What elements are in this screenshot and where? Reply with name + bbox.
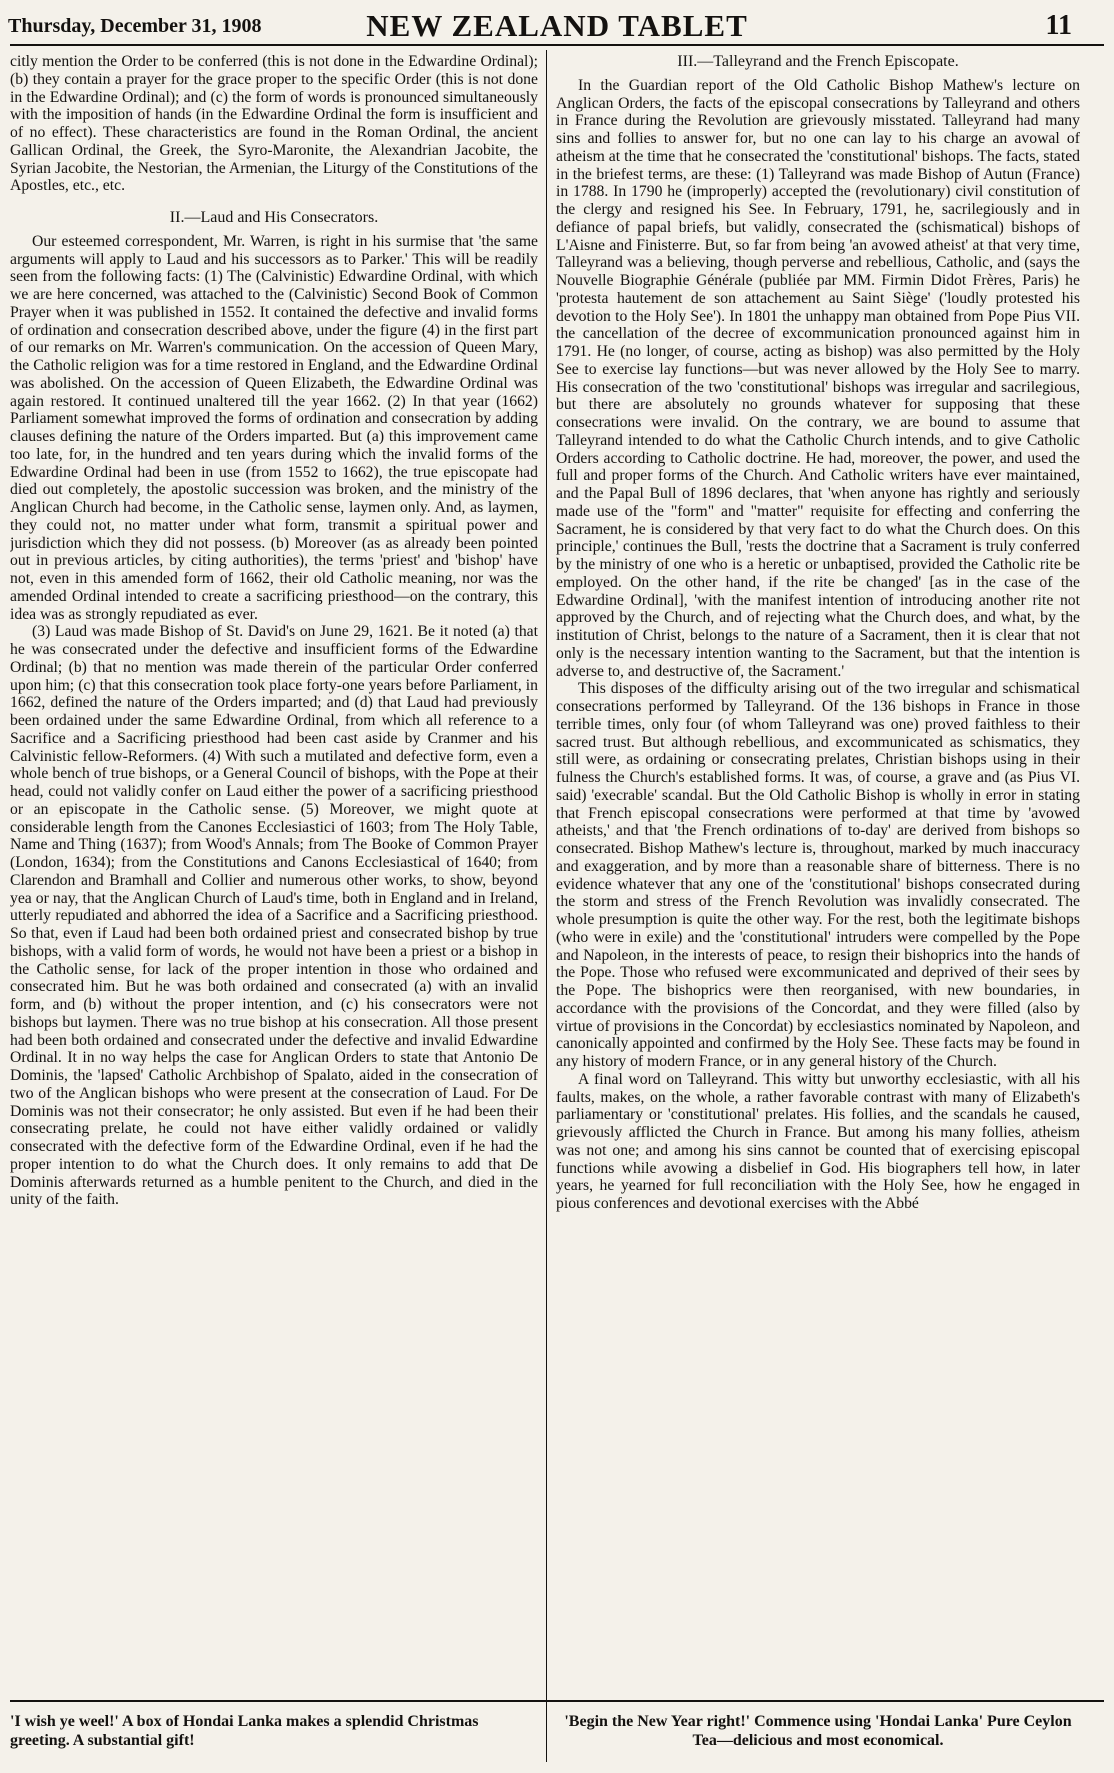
newspaper-title: NEW ZEALAND TABLET [366, 8, 748, 43]
left-paragraph-2: Our esteemed correspondent, Mr. Warren, is right in his surmise that 'the same arguments will apply to Laud and his successors as to Parker.' This will be readily seen from the following facts: (1) The (Calvinistic) Edwardine Ordinal, with which we are here concerned, was attached to the (Calvinistic) Second Book of Common Prayer when it was published in 1552. It contained the defective and invalid forms of ordination and consecration described above, under the figure (4) in the first part of our remarks on Mr. Warren's communication. On the accession of Queen Mary, the Catholic religion was for a time restored in England, and the Edwardine Ordinal was abolished. On the accession of Queen Elizabeth, the Edwardine Ordinal was again restored. It continued unaltered till the year 1662. (2) In that year (1662) Parliament somewhat improved the forms of ordination and consecration by adding clauses defining the nature of the Orders imparted. But (a) this improvement came too late, for, in the hundred and ten years during which the invalid forms of the Edwardine Ordinal had been in use (from 1552 to 1662), the true episcopate had died out completely, the apostolic succession was broken, and the ministry of the Anglican Church had become, in the Catholic sense, laymen only. And, as laymen, they could not, no matter under what form, transmit a spiritual power and jurisdiction which they did not possess. (b) Moreover (as as already been pointed out in previous articles, by citing authorities), the terms 'priest' and 'bishop' have not, even in this amended form of 1662, their old Catholic meaning, nor was the amended Ordinal intended to create a sacrificing priesthood—on the contrary, this idea was as strongly repudiated as ever. [10, 232, 538, 623]
right-paragraph-2: This disposes of the difficulty arising out of the two irregular and schismatical consecrations performed by Talleyrand. Of the 136 bishops in France in those terrible times, only four (of whom Talleyrand was one) proved faithless to their sacred trust. But although rebellious, and excommunicated as schismatics, they still were, as ordaining or consecrating prelates, Christian bishops using in their fulness the Church's established forms. It was, of course, a grave and (as Pius VI. said) 'execrable' scandal. But the Old Catholic Bishop is wholly in error in stating that French episcopal consecrations were performed at that time by 'avowed atheists,' and that 'the French ordinations of to-day' are derived from bishops so consecrated. Bishop Mathew's lecture is, throughout, marked by much inaccuracy and exaggeration, and by more than a reasonable share of bitterness. There is no evidence whatever that any one of the 'constitutional' bishops consecrated during the storm and stress of the French Revolution was invalidly consecrated. The whole presumption is quite the other way. For the rest, both the legitimate bishops (who were in exile) and the 'constitutional' intruders were compelled by the Pope and Napoleon, in the interests of peace, to resign their bishoprics into the hands of the Pope. Those who refused were excommunicated and deprived of their sees by the Pope. The bishoprics were then reorganised, with new boundaries, in accordance with the provisions of the Concordat, and they were filled (also by virtue of provisions in the Concordat) by ecclesiastics nominated by Napoleon, and canonically appointed and confirmed by the Holy See. These facts may be found in any history of modern France, or in any general history of the Church. [556, 680, 1080, 1070]
masthead-rule [10, 44, 1104, 46]
left-paragraph-3: (3) Laud was made Bishop of St. David's on June 29, 1621. Be it noted (a) that he was consecrated under the defective and insufficient forms of the Edwardine Ordinal; (b) that no mention was made therein of the particular Order conferred upon him; (c) that this consecration took place forty-one years before Parliament, in 1662, defined the nature of the Orders imparted; and (d) that Laud had previously been ordained under the same Edwardine Ordinal, from which all reference to a Sacrifice and a Sacrificing priesthood had been cast aside by Cranmer and his Calvinistic fellow-Reformers. (4) With such a mutilated and defective form, even a whole bench of true bishops, or a General Council of bishops, with the Pope at their head, could not validly confer on Laud either the power of a sacrificing priesthood or an episcopate in the Catholic sense. (5) Moreover, we might quote at considerable length from the Canones Ecclesiastici of 1603; from The Holy Table, Name and Thing (1637); from Wood's Annals; from The Booke of Common Prayer (London, 1634); from the Constitutions and Canons Ecclesiastical of 1640; from Clarendon and Bramhall and Collier and numerous other works, to show, beyond yea or nay, that the Anglican Church of Laud's time, both in England and in Ireland, utterly repudiated and abhorred the idea of a Sacrifice and a Sacrificing priesthood. So that, even if Laud had been both ordained priest and consecrated bishop by true bishops, with a valid form of words, he would not have been a priest or a bishop in the Catholic sense, for lack of the proper intention in those who ordained and consecrated him. But he was both ordained and consecrated (a) with an invalid form, and (b) without the proper intention, and (c) his consecrators were not bishops but laymen. There was no true bishop at his consecration. All those present had been both ordained and consecrated under the defective and invalid Edwardine Ordinal. It in no way helps the case for Anglican Orders to state that Antonio De Dominis, the 'lapsed' Catholic Archbishop of Spalato, aided in the consecration of two of the Anglican bishops who were present at the consecration of Laud. For De Dominis was not their consecrator; he only assisted. But even if he had been their consecrating prelate, he could not have either validly ordained or validly consecrated with the defective form of the Edwardine Ordinal, even if he had the proper intention to do what the Church does. It only remains to add that De Dominis afterwards returned as a humble penitent to the Church, and died in the unity of the faith. [10, 623, 538, 1209]
page-number: 11 [1045, 10, 1072, 41]
left-paragraph-1: citly mention the Order to be conferred (this is not done in the Edwardine Ordinal); (b) they contain a prayer for the grace proper to the specific Order (this is not done in the Edwardine Ordinal); and (c) the form of words is pronounced simultaneously with the imposition of hands (in the Edwardine Ordinal the form is insufficient and of no effect). These characteristics are found in the Roman Ordinal, the ancient Gallican Ordinal, the Greek, the Syro-Maronite, the Alexandrian Jacobite, the Syrian Jacobite, the Nestorian, the Armenian, the Liturgy of the Constitutions of the Apostles, etc., etc. [10, 53, 538, 195]
column-divider [546, 50, 547, 1700]
left-column [10, 53, 538, 1693]
right-column [556, 53, 1080, 1693]
advertisement-right: 'Begin the New Year right!' Commence using 'Hondai Lanka' Pure Ceylon Tea—delicious and most economical. [564, 1713, 1072, 1749]
advertisement-divider [546, 1702, 547, 1762]
section-heading-laud: II.—Laud and His Consecrators. [169, 209, 379, 226]
right-paragraph-1: In the Guardian report of the Old Catholic Bishop Mathew's lecture on Anglican Orders, the facts of the episcopal consecrations by Talleyrand and others in France during the Revolution are grievously misstated. Talleyrand had many sins and follies to answer for, but no one can lay to his charge an avowal of atheism at the time that he consecrated the 'constitutional' bishops. The facts, stated in the briefest terms, are these: (1) Talleyrand was made Bishop of Autun (France) in 1788. In 1790 he (improperly) accepted the (revolutionary) civil constitution of the clergy and resigned his See. In February, 1791, he, sacrilegiously and in defiance of papal briefs, but validly, consecrated the (schismatical) bishops of L'Aisne and Finisterre. But, so far from being 'an avowed atheist' at that very time, Talleyrand was a believing, though perverse and rebellious, Catholic, and (says the Nouvelle Biographie Générale (publiée par MM. Firmin Didot Frères, Paris) he 'protesta hautement de son attachement au Saint Siège' ('loudly protested his devotion to the Holy See'). In 1801 the unhappy man obtained from Pope Pius VII. the cancellation of the decree of excommunication pronounced against him in 1791. He (no longer, of course, acting as bishop) was also permitted by the Holy See to exercise lay functions—but was never allowed by the Holy See to marry. His consecration of the two 'constitutional' bishops was irregular and sacrilegious, but there are absolutely no grounds whatever for supposing that these consecrations were invalid. On the contrary, we are bound to assume that Talleyrand intended to do what the Catholic Church intends, and to give Catholic Orders according to Catholic doctrine. He had, moreover, the power, and used the full and proper forms of the Church. And Catholic writers have ever maintained, and the Papal Bull of 1896 declares, that 'when anyone has rightly and seriously made use of the "form" and "matter" requisite for effecting and conferring the Sacrament, he is considered by that very fact to do what the Church does. On this principle,' continues the Bull, 'rests the doctrine that a Sacrament is truly conferred by the ministry of one who is a heretic or unbaptised, provided the Catholic rite be employed. On the other hand, if the rite be changed' [as in the case of the Edwardine Ordinal], 'with the manifest intention of introducing another rite not approved by the Church, and of rejecting what the Church does, and what, by the institution of Christ, belongs to the nature of a Sacrament, then it is clear that not only is the necessary intention wanting to the Sacrament, but that the intention is adverse to, and destructive of, the Sacrament.' [556, 76, 1080, 680]
masthead [0, 6, 1114, 44]
right-paragraph-3: A final word on Talleyrand. This witty but unworthy ecclesiastic, with all his faults, makes, on the whole, a rather favorable contrast with many of Elizabeth's parliamentary or 'constitutional' prelates. His follies, and the scandals he caused, grievously afflicted the Church in France. But among his many follies, atheism was not one; and among his sins cannot be counted that of exercising episcopal functions while avowing a disbelief in God. His biographers tell how, in later years, he yearned for full reconciliation with the Holy See, how he engaged in pious conferences and devotional exercises with the Abbé [556, 1070, 1080, 1212]
issue-date: Thursday, December 31, 1908 [8, 15, 262, 37]
section-heading-talleyrand: III.—Talleyrand and the French Episcopate. [677, 53, 959, 70]
advertisement-left: 'I wish ye weel!' A box of Hondai Lanka makes a splendid Christmas greeting. A substantial gift! [10, 1713, 479, 1749]
advertisement-rule [10, 1700, 1104, 1702]
